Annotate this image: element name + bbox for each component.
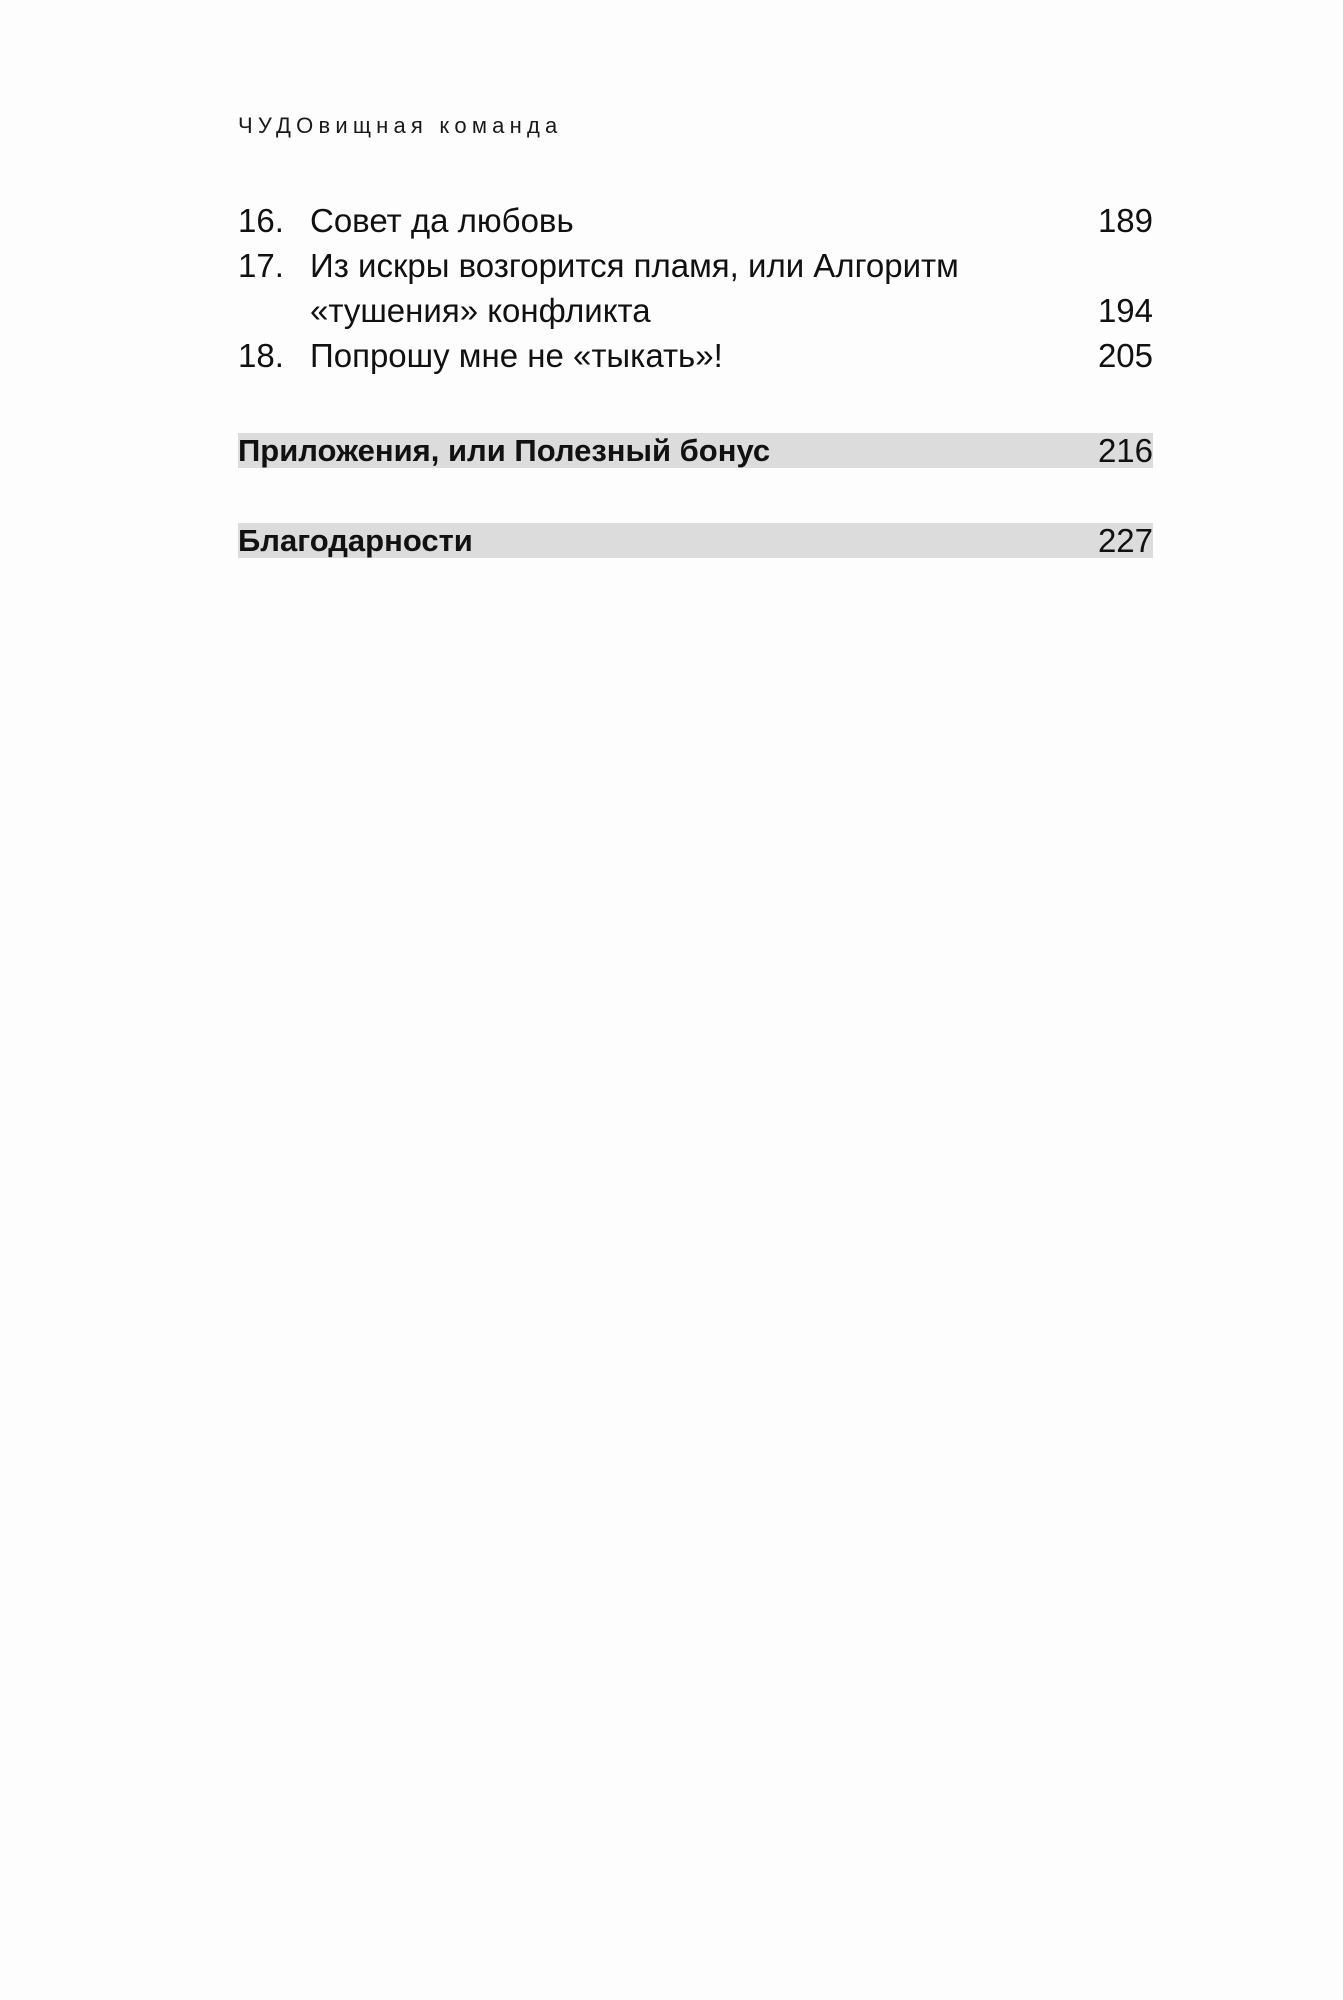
chapter-title-line: «тушения» конфликта — [310, 292, 651, 329]
page-number: 194 — [1097, 292, 1153, 329]
chapter-title — [310, 243, 1033, 333]
running-header: ЧУДОвищная команда — [238, 113, 563, 138]
chapter-number: 17. — [238, 247, 284, 284]
chapter-number: 16. — [238, 202, 284, 239]
toc-entry-18[interactable] — [238, 333, 1153, 378]
spacer — [238, 468, 1153, 523]
chapter-number: 18. — [238, 337, 284, 374]
page-number: 216 — [1097, 432, 1153, 469]
table-of-contents — [238, 198, 1153, 558]
section-title: Благодарности — [238, 523, 473, 558]
toc-section-appendix[interactable] — [238, 433, 1153, 468]
chapter-title-line: Совет да любовь — [310, 202, 574, 239]
chapter-title — [310, 333, 1033, 378]
chapter-title-line: Из искры возгорится пламя, или Алгоритм — [310, 247, 959, 284]
toc-entry-17[interactable] — [238, 243, 1153, 333]
toc-entry-16[interactable] — [238, 198, 1153, 243]
section-title: Приложения, или Полезный бонус — [238, 433, 771, 468]
spacer — [238, 378, 1153, 433]
toc-section-acknowledgements[interactable] — [238, 523, 1153, 558]
page-number: 205 — [1097, 337, 1153, 374]
chapter-title — [310, 198, 1033, 243]
page-number: 189 — [1097, 202, 1153, 239]
chapter-title-line: Попрошу мне не «тыкать»! — [310, 337, 723, 374]
page-number: 227 — [1097, 522, 1153, 559]
